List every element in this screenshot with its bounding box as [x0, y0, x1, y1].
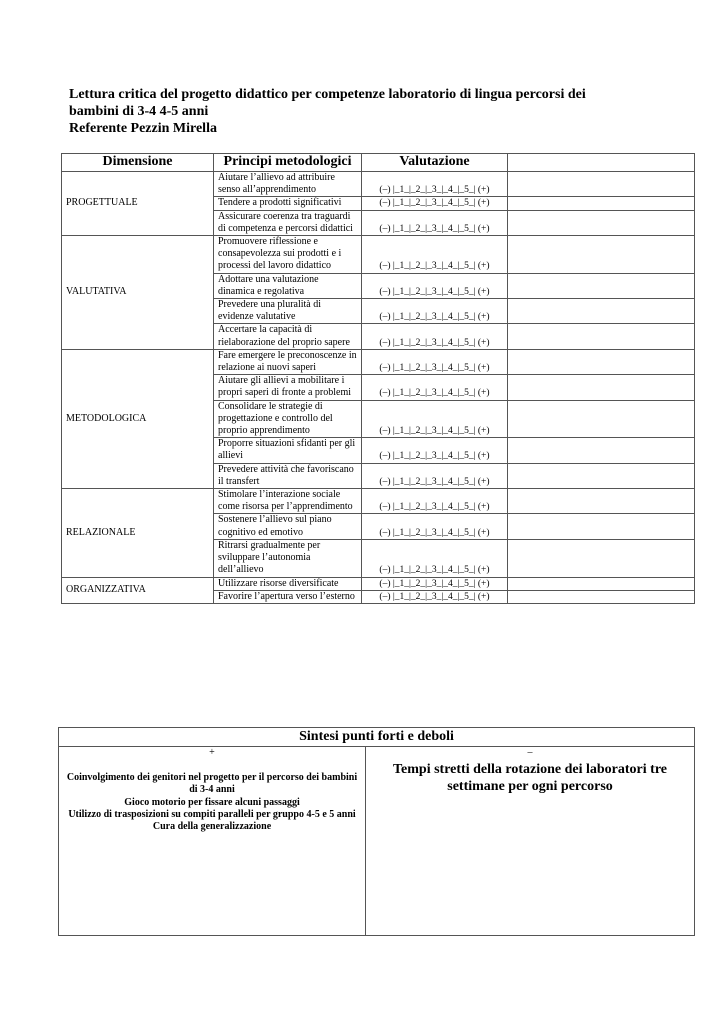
blank-cell	[508, 438, 695, 463]
blank-cell	[508, 236, 695, 274]
principle-cell: Fare emergere le preconoscenze in relazione ai nuovi saperi	[214, 349, 362, 374]
rating-scale: (–) |_1_|_2_|_3_|_4_|_5_| (+)	[379, 185, 490, 196]
rating-cell	[362, 172, 508, 197]
title-line-2: bambini di 3-4 4-5 anni	[69, 104, 209, 119]
blank-cell	[508, 324, 695, 349]
table-row	[62, 489, 695, 514]
rating-cell	[362, 324, 508, 349]
dimension-cell: ORGANIZZATIVA	[62, 577, 214, 603]
table-row	[62, 349, 695, 374]
rating-cell	[362, 273, 508, 298]
document-heading	[69, 86, 689, 137]
blank-cell	[508, 489, 695, 514]
dimension-cell: VALUTATIVA	[62, 236, 214, 350]
plus-sign: +	[209, 747, 215, 758]
rating-cell	[362, 400, 508, 438]
title-line-1: Lettura critica del progetto didattico per competenze laboratorio di lingua percorsi dei	[69, 87, 586, 102]
blank-cell	[508, 210, 695, 235]
blank-cell	[508, 590, 695, 603]
principle-cell: Tendere a prodotti significativi	[214, 197, 362, 210]
blank-cell	[508, 577, 695, 590]
rating-scale: (–) |_1_|_2_|_3_|_4_|_5_| (+)	[379, 286, 490, 297]
header-valutazione: Valutazione	[362, 154, 508, 172]
dimension-cell: PROGETTUALE	[62, 172, 214, 236]
principle-cell: Accertare la capacità di rielaborazione del proprio sapere	[214, 324, 362, 349]
rating-cell	[362, 299, 508, 324]
rating-cell	[362, 349, 508, 374]
rating-scale: (–) |_1_|_2_|_3_|_4_|_5_| (+)	[379, 502, 490, 513]
strength-item: Cura della generalizzazione	[152, 821, 272, 833]
principle-cell: Sostenere l’allievo sul piano cognitivo ed emotivo	[214, 514, 362, 539]
blank-cell	[508, 400, 695, 438]
principle-cell: Ritrarsi gradualmente per sviluppare l’autonomia dell’allievo	[214, 539, 362, 577]
rating-cell	[362, 489, 508, 514]
principle-cell: Consolidare le strategie di progettazione e controllo del proprio apprendimento	[214, 400, 362, 438]
header-blank	[508, 154, 695, 172]
evaluation-body	[62, 172, 695, 604]
principle-cell: Prevedere una pluralità di evidenze valutative	[214, 299, 362, 324]
rating-scale: (–) |_1_|_2_|_3_|_4_|_5_| (+)	[379, 565, 490, 576]
blank-cell	[508, 539, 695, 577]
table-row	[62, 577, 695, 590]
principle-cell: Utilizzare risorse diversificate	[214, 577, 362, 590]
rating-scale: (–) |_1_|_2_|_3_|_4_|_5_| (+)	[379, 198, 490, 209]
rating-cell	[362, 210, 508, 235]
rating-cell	[362, 514, 508, 539]
blank-cell	[508, 299, 695, 324]
strength-item: Coinvolgimento dei genitori nel progetto per il percorso dei bambini di 3-4 anni	[66, 772, 358, 796]
principle-cell: Proporre situazioni sfidanti per gli allievi	[214, 438, 362, 463]
principle-cell: Aiutare gli allievi a mobilitare i propri saperi di fronte a problemi	[214, 375, 362, 400]
summary-title: Sintesi punti forti e deboli	[59, 728, 695, 747]
referent-line: Referente Pezzin Mirella	[69, 121, 217, 136]
strength-item: Gioco motorio per fissare alcuni passaggi	[124, 796, 300, 808]
rating-scale: (–) |_1_|_2_|_3_|_4_|_5_| (+)	[379, 223, 490, 234]
evaluation-header-row	[62, 154, 695, 172]
table-row	[62, 172, 695, 197]
blank-cell	[508, 197, 695, 210]
rating-scale: (–) |_1_|_2_|_3_|_4_|_5_| (+)	[379, 363, 490, 374]
principle-cell: Aiutare l’allievo ad attribuire senso all’apprendimento	[214, 172, 362, 197]
header-dimensione: Dimensione	[62, 154, 214, 172]
rating-scale: (–) |_1_|_2_|_3_|_4_|_5_| (+)	[379, 591, 490, 602]
blank-cell	[508, 273, 695, 298]
rating-cell	[362, 463, 508, 488]
dimension-cell: METODOLOGICA	[62, 349, 214, 488]
table-row	[62, 236, 695, 274]
rating-cell	[362, 577, 508, 590]
rating-cell	[362, 590, 508, 603]
rating-cell	[362, 236, 508, 274]
rating-scale: (–) |_1_|_2_|_3_|_4_|_5_| (+)	[379, 388, 490, 399]
evaluation-table	[61, 153, 695, 604]
rating-scale: (–) |_1_|_2_|_3_|_4_|_5_| (+)	[379, 261, 490, 272]
principle-cell: Stimolare l’interazione sociale come risorsa per l’apprendimento	[214, 489, 362, 514]
strengths-cell	[59, 747, 366, 936]
dimension-cell: RELAZIONALE	[62, 489, 214, 577]
rating-scale: (–) |_1_|_2_|_3_|_4_|_5_| (+)	[379, 337, 490, 348]
rating-scale: (–) |_1_|_2_|_3_|_4_|_5_| (+)	[379, 578, 490, 589]
weaknesses-list	[370, 761, 690, 795]
rating-cell	[362, 197, 508, 210]
principle-cell: Promuovere riflessione e consapevolezza sui prodotti e i processi del lavoro didattico	[214, 236, 362, 274]
principle-cell: Assicurare coerenza tra traguardi di competenza e percorsi didattici	[214, 210, 362, 235]
summary-table	[58, 727, 695, 936]
blank-cell	[508, 375, 695, 400]
principle-cell: Adottare una valutazione dinamica e regolativa	[214, 273, 362, 298]
header-principi: Principi metodologici	[214, 154, 362, 172]
rating-scale: (–) |_1_|_2_|_3_|_4_|_5_| (+)	[379, 527, 490, 538]
rating-cell	[362, 375, 508, 400]
strengths-list	[63, 772, 361, 833]
rating-cell	[362, 539, 508, 577]
blank-cell	[508, 172, 695, 197]
principle-cell: Favorire l’apertura verso l’esterno	[214, 590, 362, 603]
minus-sign: –	[527, 747, 533, 758]
weaknesses-cell	[366, 747, 695, 936]
rating-scale: (–) |_1_|_2_|_3_|_4_|_5_| (+)	[379, 312, 490, 323]
strength-item: Utilizzo di trasposizioni su compiti paralleli per gruppo 4-5 e 5 anni	[68, 808, 356, 820]
principle-cell: Prevedere attività che favoriscano il transfert	[214, 463, 362, 488]
rating-scale: (–) |_1_|_2_|_3_|_4_|_5_| (+)	[379, 426, 490, 437]
rating-scale: (–) |_1_|_2_|_3_|_4_|_5_| (+)	[379, 476, 490, 487]
blank-cell	[508, 514, 695, 539]
rating-cell	[362, 438, 508, 463]
blank-cell	[508, 349, 695, 374]
blank-cell	[508, 463, 695, 488]
weakness-item: Tempi stretti della rotazione dei laboratori tre settimane per ogni percorso	[393, 762, 667, 794]
rating-scale: (–) |_1_|_2_|_3_|_4_|_5_| (+)	[379, 451, 490, 462]
